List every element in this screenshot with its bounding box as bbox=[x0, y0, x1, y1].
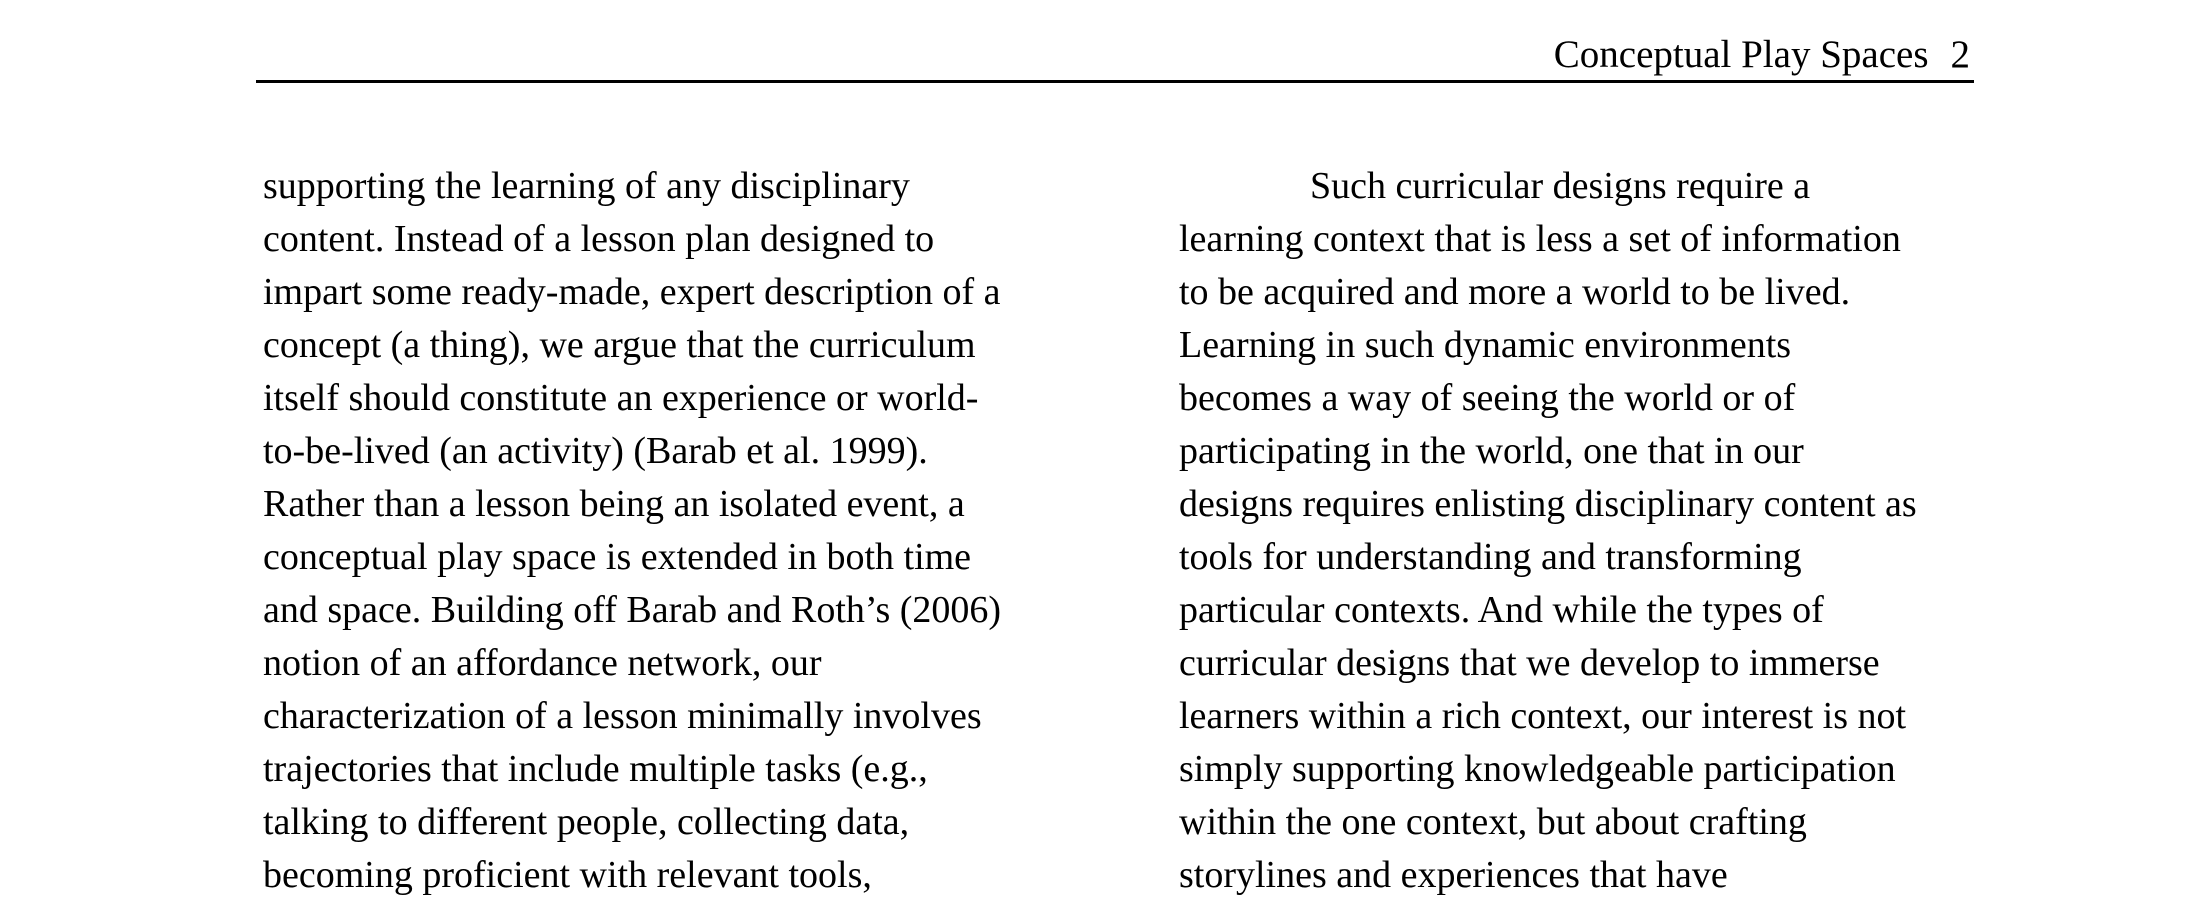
text-line: concept (a thing), we argue that the curriculum bbox=[263, 324, 976, 366]
text-line: storylines and experiences that have bbox=[1179, 854, 1728, 896]
right-text-column bbox=[1179, 160, 1979, 902]
left-text-column bbox=[263, 160, 1063, 902]
text-line: notion of an affordance network, our bbox=[263, 642, 822, 684]
running-header bbox=[256, 30, 1974, 83]
text-line: supporting the learning of any disciplinary bbox=[263, 165, 910, 207]
text-line: talking to different people, collecting data, bbox=[263, 801, 910, 843]
text-line: impart some ready-made, expert description of a bbox=[263, 271, 1001, 313]
text-line: content. Instead of a lesson plan designed to bbox=[263, 218, 935, 260]
text-line: Learning in such dynamic environments bbox=[1179, 324, 1792, 366]
text-line: simply supporting knowledgeable participation bbox=[1179, 748, 1896, 790]
text-line: becoming proficient with relevant tools, bbox=[263, 854, 872, 896]
text-line: within the one context, but about crafting bbox=[1179, 801, 1807, 843]
text-line: becomes a way of seeing the world or of bbox=[1179, 377, 1796, 419]
text-line: learners within a rich context, our interest is not bbox=[1179, 695, 1907, 737]
paragraph-first-line: Such curricular designs require a bbox=[1310, 165, 1811, 207]
text-line: to be acquired and more a world to be lived. bbox=[1179, 271, 1851, 313]
text-line: Rather than a lesson being an isolated event, a bbox=[263, 483, 965, 525]
running-title: Conceptual Play Spaces bbox=[1553, 33, 1929, 76]
text-line: curricular designs that we develop to immerse bbox=[1179, 642, 1880, 684]
text-line: and space. Building off Barab and Roth’s (2006) bbox=[263, 589, 1002, 631]
page-number: 2 bbox=[1950, 33, 1970, 76]
text-line: conceptual play space is extended in both time bbox=[263, 536, 972, 578]
text-line: itself should constitute an experience or world- bbox=[263, 377, 979, 419]
text-line: trajectories that include multiple tasks (e.g., bbox=[263, 748, 928, 790]
text-line: characterization of a lesson minimally involves bbox=[263, 695, 982, 737]
text-line: to-be-lived (an activity) (Barab et al. 1999). bbox=[263, 430, 928, 472]
text-line: particular contexts. And while the types of bbox=[1179, 589, 1824, 631]
text-line: learning context that is less a set of information bbox=[1179, 218, 1901, 260]
text-line: participating in the world, one that in our bbox=[1179, 430, 1804, 472]
text-line: tools for understanding and transforming bbox=[1179, 536, 1802, 578]
text-line: designs requires enlisting disciplinary content as bbox=[1179, 483, 1917, 525]
